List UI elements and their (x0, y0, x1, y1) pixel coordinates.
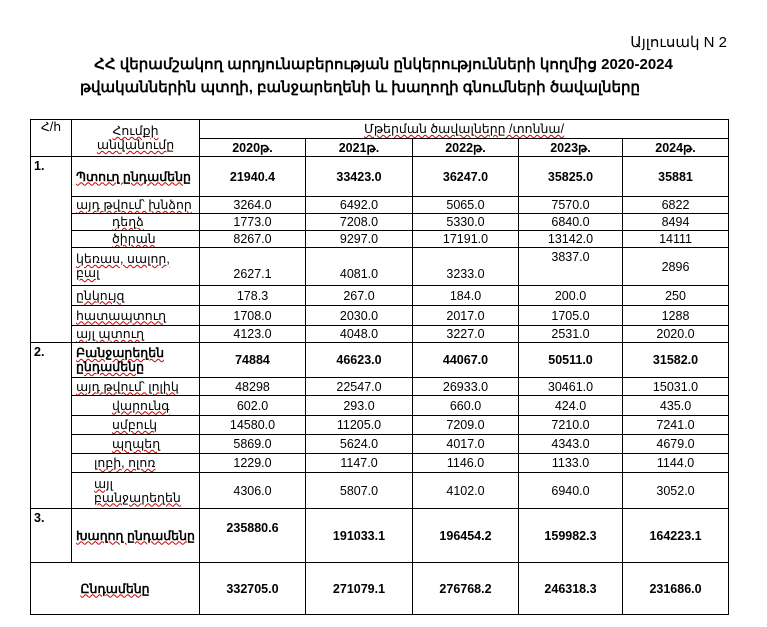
row-name: սմբուկ (72, 416, 200, 435)
row-name: լոբի, ոլոռ (72, 454, 200, 473)
row-number: 2. (31, 343, 72, 509)
cell-value: 74884 (200, 343, 306, 378)
row-name: ծիրան (72, 231, 200, 248)
row-name: Պտուղ ընդամենը (72, 157, 200, 197)
row-name: այլ պտուղ (72, 326, 200, 343)
cell-value: 35825.0 (519, 157, 623, 197)
cell-value: 1146.0 (413, 454, 519, 473)
cell-value: 164223.1 (623, 509, 729, 563)
cell-value: 4017.0 (413, 435, 519, 454)
row-name: ընկույզ (72, 286, 200, 306)
cell-value: 2896 (623, 248, 729, 286)
cell-value: 2030.0 (306, 306, 413, 326)
cell-value: 11205.0 (306, 416, 413, 435)
row-name: այդ թվում՝ լոլիկ (72, 378, 200, 396)
cell-value: 2020.0 (623, 326, 729, 343)
cell-value: 33423.0 (306, 157, 413, 197)
header-year: 2023թ. (519, 139, 623, 157)
cell-value: 21940.4 (200, 157, 306, 197)
row-name: պղպեղ (72, 435, 200, 454)
row-name: կեռաս, սալոր, բալ (72, 248, 200, 286)
cell-value: 200.0 (519, 286, 623, 306)
cell-value: 293.0 (306, 396, 413, 416)
row-number: 3. (31, 509, 72, 563)
table-row (31, 396, 729, 416)
cell-value: 35881 (623, 157, 729, 197)
row-name: վարունգ (72, 396, 200, 416)
cell-value: 1133.0 (519, 454, 623, 473)
cell-value: 4048.0 (306, 326, 413, 343)
table-row (31, 248, 729, 286)
cell-value: 250 (623, 286, 729, 306)
procurement-table (30, 119, 729, 615)
header-year: 2020թ. (200, 139, 306, 157)
cell-value: 1144.0 (623, 454, 729, 473)
table-row (31, 343, 729, 378)
cell-value: 231686.0 (623, 563, 729, 615)
cell-value: 31582.0 (623, 343, 729, 378)
cell-value: 46623.0 (306, 343, 413, 378)
row-name: հատապտուղ (72, 306, 200, 326)
table-row (31, 157, 729, 197)
cell-value: 5869.0 (200, 435, 306, 454)
cell-value: 1288 (623, 306, 729, 326)
cell-value: 660.0 (413, 396, 519, 416)
cell-value: 8267.0 (200, 231, 306, 248)
table-row (31, 378, 729, 396)
cell-value: 26933.0 (413, 378, 519, 396)
header-col-group: Մթերման ծավալները /տոննա/ (200, 120, 729, 139)
cell-value: 6822 (623, 197, 729, 214)
cell-value: 3227.0 (413, 326, 519, 343)
cell-value: 1147.0 (306, 454, 413, 473)
row-name: դեղձ (72, 214, 200, 231)
cell-value: 6840.0 (519, 214, 623, 231)
table-title-line2: թվականներին պտղի, բանջարեղենի և խաղողի գնումների ծավալները (79, 79, 641, 96)
row-name: այդ թվում՝ խնձոր (72, 197, 200, 214)
table-row (31, 454, 729, 473)
cell-value: 4343.0 (519, 435, 623, 454)
cell-value: 184.0 (413, 286, 519, 306)
header-year: 2022թ. (413, 139, 519, 157)
header-row (31, 120, 729, 139)
cell-value: 4679.0 (623, 435, 729, 454)
cell-value: 44067.0 (413, 343, 519, 378)
cell-value: 3233.0 (413, 248, 519, 286)
table-row (31, 286, 729, 306)
cell-value: 7241.0 (623, 416, 729, 435)
row-name: Բանջարեղեն ընդամենը (72, 343, 200, 378)
annex-label: Այլուսակ N 2 (630, 34, 727, 51)
header-year: 2021թ. (306, 139, 413, 157)
cell-value: 276768.2 (413, 563, 519, 615)
row-name: Խաղող ընդամենը (72, 509, 200, 563)
cell-value: 7210.0 (519, 416, 623, 435)
cell-value: 6940.0 (519, 473, 623, 509)
table-title-line1: ՀՀ վերամշակող արդյունաբերության ընկերությունների կողմից 2020-2024 (94, 56, 673, 73)
table-row (31, 197, 729, 214)
cell-value: 50511.0 (519, 343, 623, 378)
cell-value: 9297.0 (306, 231, 413, 248)
cell-value: 271079.1 (306, 563, 413, 615)
cell-value: 196454.2 (413, 509, 519, 563)
cell-value: 332705.0 (200, 563, 306, 615)
cell-value: 1773.0 (200, 214, 306, 231)
cell-value: 2627.1 (200, 248, 306, 286)
cell-value: 13142.0 (519, 231, 623, 248)
cell-value: 14580.0 (200, 416, 306, 435)
table-row (31, 326, 729, 343)
cell-value: 2017.0 (413, 306, 519, 326)
cell-value: 267.0 (306, 286, 413, 306)
cell-value: 7209.0 (413, 416, 519, 435)
cell-value: 2531.0 (519, 326, 623, 343)
cell-value: 1705.0 (519, 306, 623, 326)
cell-value: 5065.0 (413, 197, 519, 214)
total-row (31, 563, 729, 615)
header-col-name: Հումքի անվանումը (72, 120, 200, 157)
cell-value: 235880.6 (200, 509, 306, 563)
table-row (31, 473, 729, 509)
table-row (31, 306, 729, 326)
table-row (31, 416, 729, 435)
cell-value: 3052.0 (623, 473, 729, 509)
cell-value: 191033.1 (306, 509, 413, 563)
cell-value: 424.0 (519, 396, 623, 416)
cell-value: 4102.0 (413, 473, 519, 509)
row-name-total: Ընդամենը (31, 563, 200, 615)
cell-value: 4123.0 (200, 326, 306, 343)
table-row (31, 509, 729, 563)
header-year: 2024թ. (623, 139, 729, 157)
cell-value: 14111 (623, 231, 729, 248)
cell-value: 3837.0 (519, 248, 623, 286)
cell-value: 15031.0 (623, 378, 729, 396)
table-row (31, 435, 729, 454)
cell-value: 6492.0 (306, 197, 413, 214)
cell-value: 17191.0 (413, 231, 519, 248)
cell-value: 435.0 (623, 396, 729, 416)
cell-value: 30461.0 (519, 378, 623, 396)
cell-value: 8494 (623, 214, 729, 231)
row-name: այլ բանջարեղեն (72, 473, 200, 509)
cell-value: 602.0 (200, 396, 306, 416)
cell-value: 48298 (200, 378, 306, 396)
cell-value: 7570.0 (519, 197, 623, 214)
cell-value: 1229.0 (200, 454, 306, 473)
cell-value: 7208.0 (306, 214, 413, 231)
cell-value: 4081.0 (306, 248, 413, 286)
cell-value: 246318.3 (519, 563, 623, 615)
cell-value: 178.3 (200, 286, 306, 306)
cell-value: 3264.0 (200, 197, 306, 214)
row-number: 1. (31, 157, 72, 343)
cell-value: 4306.0 (200, 473, 306, 509)
cell-value: 5624.0 (306, 435, 413, 454)
cell-value: 22547.0 (306, 378, 413, 396)
cell-value: 36247.0 (413, 157, 519, 197)
table-row (31, 214, 729, 231)
cell-value: 5807.0 (306, 473, 413, 509)
cell-value: 1708.0 (200, 306, 306, 326)
table-row (31, 231, 729, 248)
cell-value: 5330.0 (413, 214, 519, 231)
header-col-no: Հ/հ (31, 120, 72, 157)
cell-value: 159982.3 (519, 509, 623, 563)
